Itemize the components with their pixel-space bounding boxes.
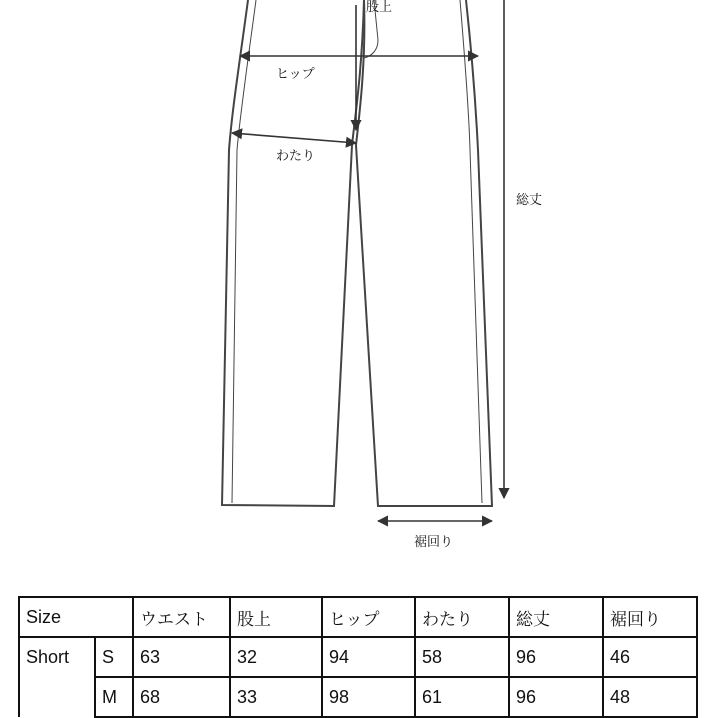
row-length-cell: 96: [509, 637, 603, 677]
header-hem: 裾回り: [603, 597, 697, 637]
row-hem-cell: 48: [603, 677, 697, 717]
table-row: [19, 677, 697, 717]
header-thigh: わたり: [415, 597, 509, 637]
hem-label: 裾回り: [414, 535, 454, 550]
pants-right-leg-outline: [356, 0, 492, 506]
thigh-label: わたり: [276, 149, 316, 164]
row-group-cell: [19, 677, 95, 717]
row-rise-cell: 32: [230, 637, 322, 677]
pants-left-leg-inner-line: [232, 0, 256, 503]
header-waist: ウエスト: [133, 597, 230, 637]
size-table: [18, 596, 698, 718]
pants-outline: [222, 0, 492, 506]
thigh-arrow: [232, 133, 356, 143]
length-label: 総丈: [516, 193, 543, 208]
row-thigh-cell: 61: [415, 677, 509, 717]
header-length: 総丈: [509, 597, 603, 637]
row-hem-cell: 46: [603, 637, 697, 677]
pants-right-leg-inner-line: [460, 0, 482, 503]
row-size-cell: M: [95, 677, 133, 717]
row-group-cell: Short: [19, 637, 95, 677]
row-size-cell: S: [95, 637, 133, 677]
table-header-row: [19, 597, 697, 637]
header-rise: 股上: [230, 597, 322, 637]
table-row: [19, 637, 697, 677]
header-size: Size: [19, 597, 133, 637]
hip-label: ヒップ: [276, 67, 315, 82]
measurement-arrows: [232, 0, 504, 521]
row-thigh-cell: 58: [415, 637, 509, 677]
row-waist-cell: 63: [133, 637, 230, 677]
row-rise-cell: 33: [230, 677, 322, 717]
row-waist-cell: 68: [133, 677, 230, 717]
header-hip: ヒップ: [322, 597, 415, 637]
row-hip-cell: 94: [322, 637, 415, 677]
rise-label: 股上: [366, 0, 393, 15]
row-hip-cell: 98: [322, 677, 415, 717]
row-length-cell: 96: [509, 677, 603, 717]
